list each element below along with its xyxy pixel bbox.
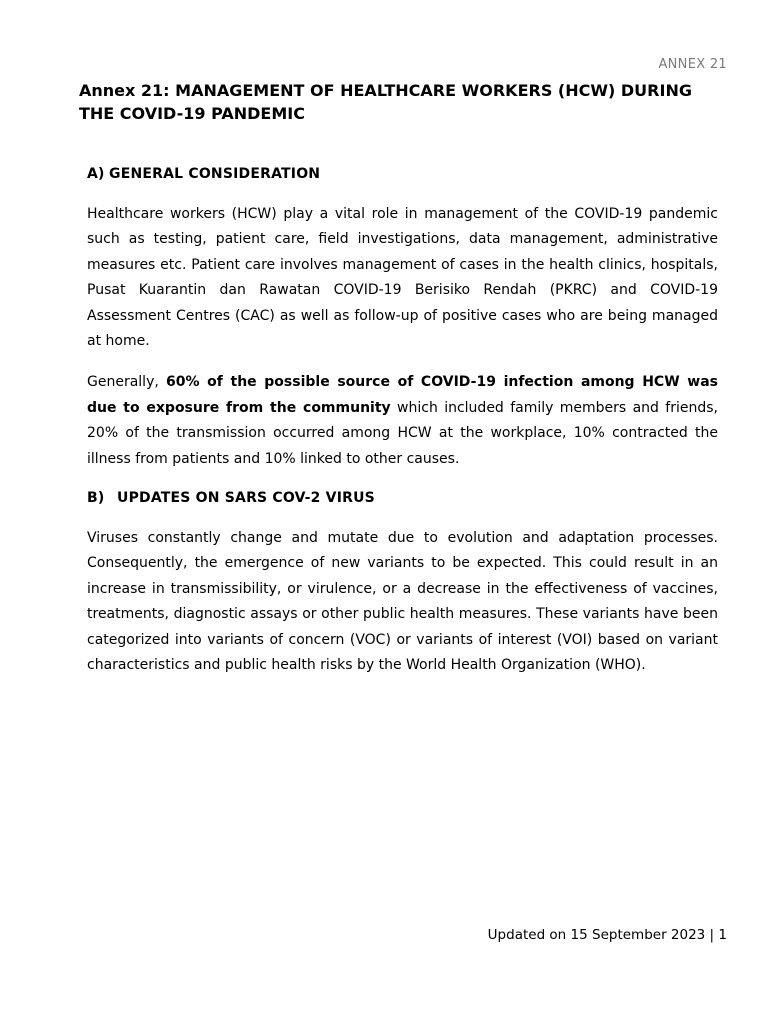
paragraph-2-bold: 60% of the possible source of COVID-19 infection among HCW was due to exposure from the community: [87, 374, 718, 416]
paragraph-2-rest: which included family members and friends, 20% of the transmission occurred among HCW at the workplace, 10% contracted the illness from patients and 10% linked to other causes.: [87, 399, 719, 467]
section-b-number: B): [87, 490, 105, 507]
section-b-heading-text: UPDATES ON SARS COV-2 VIRUS: [117, 490, 375, 507]
document-title: Annex 21: MANAGEMENT OF HEALTHCARE WORKERS (HCW) DURING THE COVID-19 PANDEMIC: [79, 81, 692, 123]
section-a-number: A): [87, 166, 105, 182]
paragraph-2-intro: Generally,: [87, 374, 167, 391]
section-b-paragraph-1: Viruses constantly change and mutate due to evolution and adaptation processes. Consequently, the emergence of new variants to be expected. This could result in an increase in transmissibility, or virulence, or a decrease in the effectiveness of vaccines, treatments, diagnostic assays or other public health measures. These variants have been categorized into variants of concern (VOC) or variants of interest (VOI) based on variant characteristics and public health risks by the World Health Organization (WHO).: [87, 530, 718, 674]
section-a-paragraph-2: [87, 370, 718, 472]
section-a-heading: [87, 163, 718, 185]
footer-updated: Updated on 15 September 2023 | 1: [487, 927, 727, 943]
section-a-heading-text: GENERAL CONSIDERATION: [109, 166, 321, 182]
section-a-paragraph-1: Healthcare workers (HCW) play a vital role in management of the COVID-19 pandemic such as testing, patient care, field investigations, data management, administrative measures etc. Patient care involves management of cases in the health clinics, hospitals, Pusat Kuarantin dan Rawatan COVID-19 Berisiko Rendah (PKRC) and COVID-19 Assessment Centres (CAC) as well as follow-up of positive cases who are being managed at home.: [87, 206, 718, 350]
document-body: [87, 163, 718, 679]
section-b-heading: [87, 487, 718, 509]
annex-label: ANNEX 21: [658, 57, 727, 72]
